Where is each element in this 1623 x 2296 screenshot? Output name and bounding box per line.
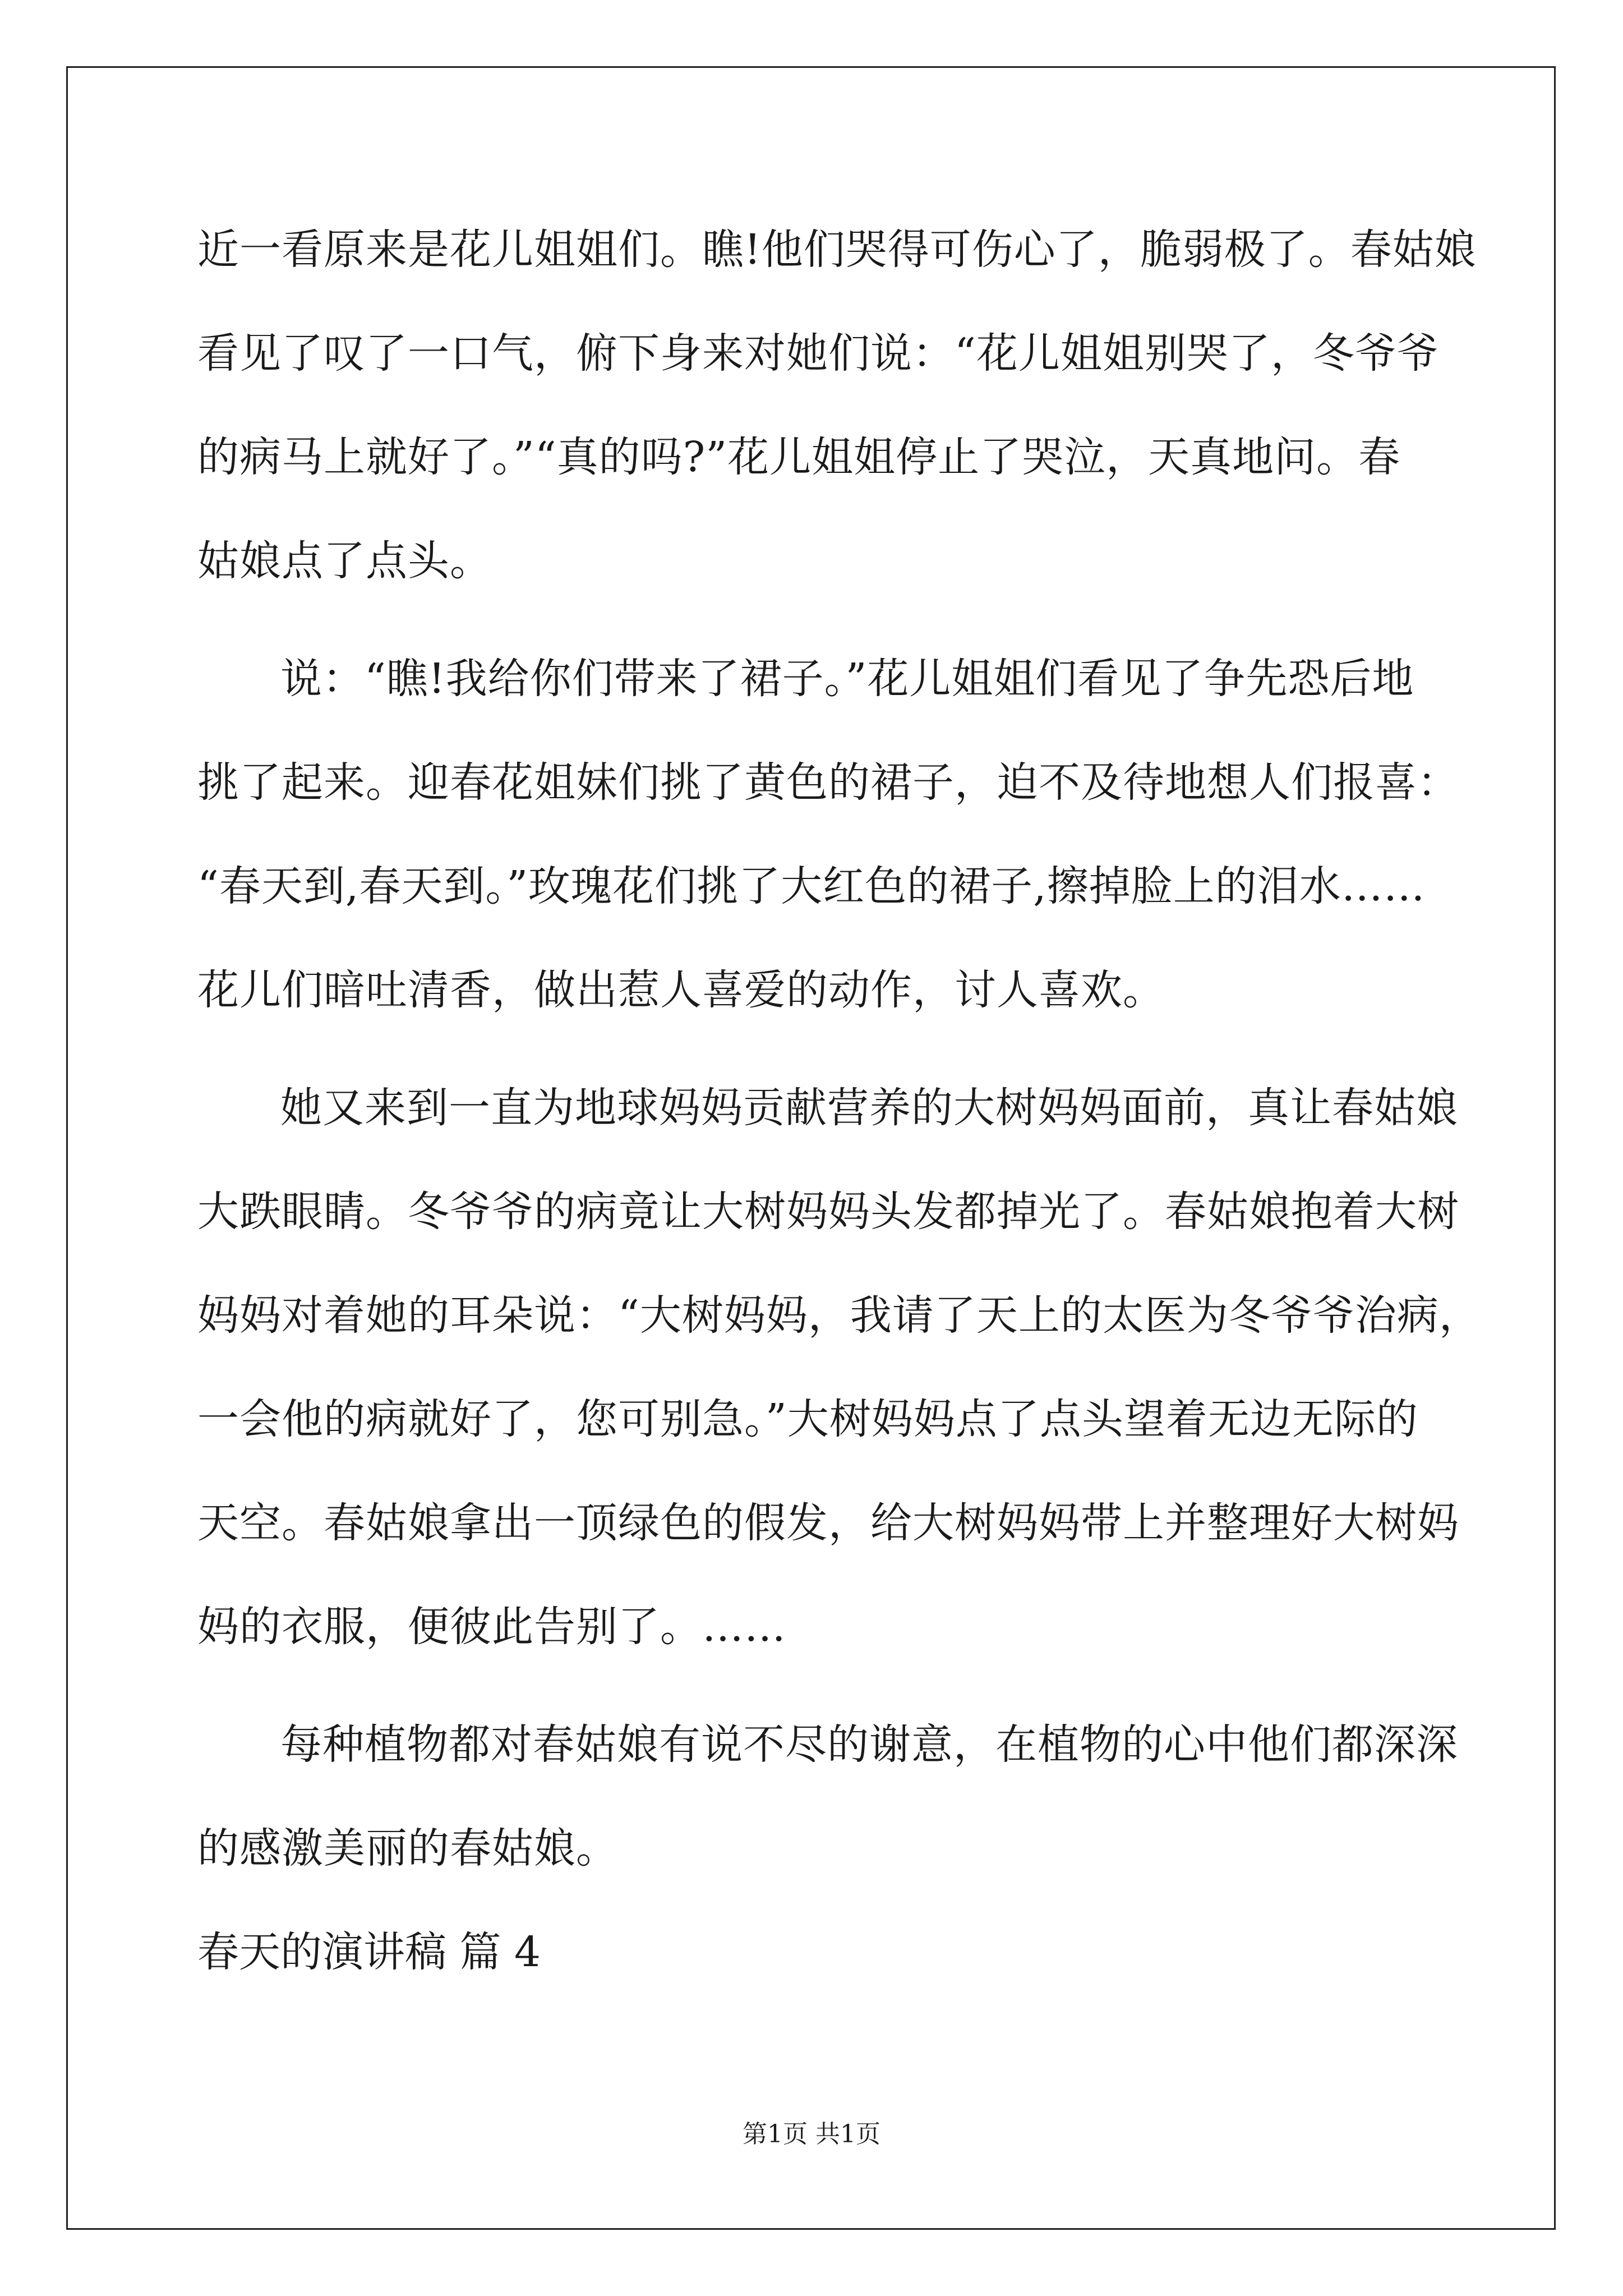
text-line: “春天到,春天到。”玫瑰花们挑了大红色的裙子,擦掉脸上的泪水…… [197, 862, 1426, 910]
text-line: 近一看原来是花儿姐姐们。瞧!他们哭得可伤心了，脆弱极了。春姑娘 [197, 226, 1477, 274]
text-line: 花儿们暗吐清香，做出惹人喜爱的动作，讨人喜欢。 [197, 966, 1165, 1014]
section-heading: 春天的演讲稿 篇 4 [197, 1928, 541, 1976]
page-footer: 第1页 共1页 [743, 2120, 880, 2148]
text-line: 一会他的病就好了，您可别急。”大树妈妈点了点头望着无边无际的 [197, 1395, 1418, 1443]
text-line: 的感激美丽的春姑娘。 [197, 1824, 618, 1872]
text-line: 妈的衣服，便彼此告别了。…… [197, 1603, 786, 1651]
page-border [66, 66, 1556, 2230]
text-line: 每种植物都对春姑娘有说不尽的谢意，在植物的心中他们都深深 [280, 1720, 1458, 1769]
text-line: 妈妈对着她的耳朵说：“大树妈妈，我请了天上的太医为冬爷爷治病， [197, 1291, 1481, 1340]
text-line: 大跌眼睛。冬爷爷的病竟让大树妈妈头发都掉光了。春姑娘抱着大树 [197, 1188, 1459, 1236]
text-line: 的病马上就好了。”“真的吗?”花儿姐姐停止了哭泣，天真地问。春 [197, 433, 1401, 481]
text-line: 挑了起来。迎春花姐妹们挑了黄色的裙子，迫不及待地想人们报喜： [197, 758, 1459, 807]
text-line: 看见了叹了一口气，俯下身来对她们说：“花儿姐姐别哭了，冬爷爷 [197, 329, 1439, 378]
text-line: 姑娘点了点头。 [197, 537, 492, 585]
text-line: 说：“瞧!我给你们带来了裙子。”花儿姐姐们看见了争先恐后地 [280, 655, 1414, 703]
text-line: 天空。春姑娘拿出一顶绿色的假发，给大树妈妈带上并整理好大树妈 [197, 1499, 1459, 1547]
text-line: 她又来到一直为地球妈妈贡献营养的大树妈妈面前，真让春姑娘 [280, 1084, 1458, 1132]
